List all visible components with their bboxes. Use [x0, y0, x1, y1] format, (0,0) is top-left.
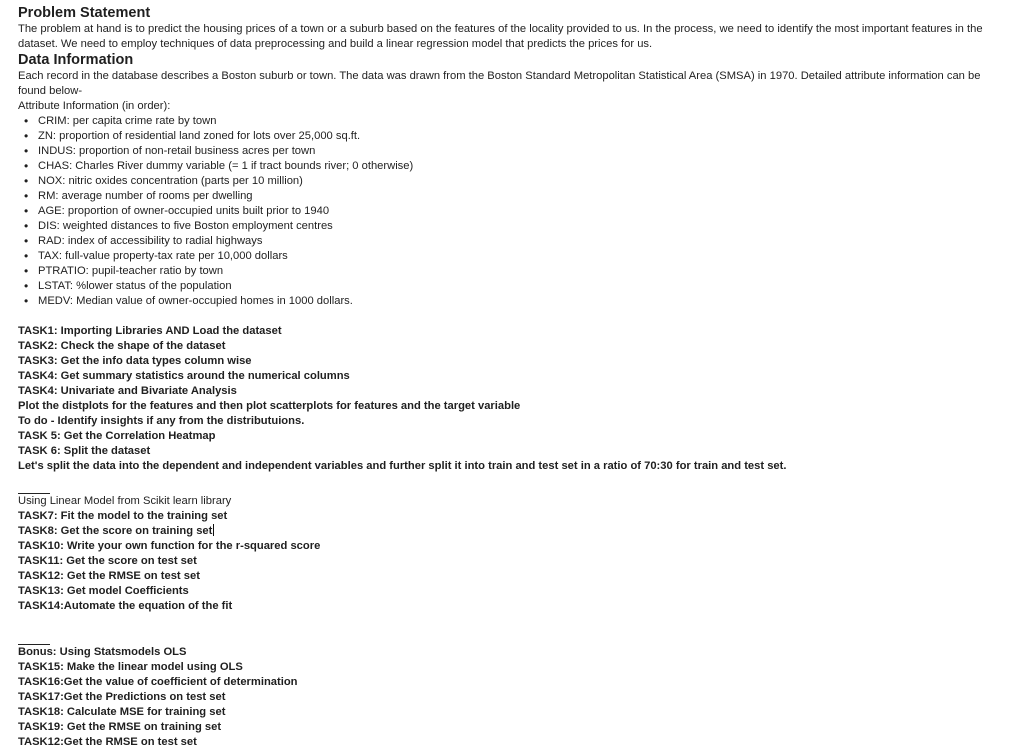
bullet-icon: •: [24, 249, 29, 263]
list-item: [24, 249, 1006, 264]
task-line: TASK4: Univariate and Bivariate Analysis: [18, 385, 237, 397]
bullet-icon: •: [24, 219, 29, 233]
list-item: [24, 114, 1006, 129]
task-line: Let's split the data into the dependent and independent variables and further split it into train and test set in a ratio of 70:30 for train and test set.: [18, 460, 787, 472]
task-line: TASK3: Get the info data types column wise: [18, 355, 252, 367]
task-text: TASK8: Get the score on training set: [18, 525, 213, 537]
task-line-with-cursor[interactable]: [18, 524, 1006, 539]
spacer: [18, 309, 1006, 324]
data-info-text: Each record in the database describes a Boston suburb or town. The data was drawn from the Boston Standard Metropolitan Statistical Area (SMSA) in 1970. Detailed attribute information can be found below-: [18, 70, 981, 97]
task-line: TASK10: Write your own function for the r-squared score: [18, 540, 321, 552]
bullet-icon: •: [24, 144, 29, 158]
task-line: TASK7: Fit the model to the training set: [18, 510, 228, 522]
bullet-icon: •: [24, 294, 29, 308]
task-line: TASK12: Get the RMSE on test set: [18, 570, 200, 582]
task-line: TASK16:Get the value of coefficient of determination: [18, 676, 298, 688]
task-line: TASK12:Get the RMSE on test set: [18, 736, 197, 748]
attribute-text: DIS: weighted distances to five Boston employment centres: [38, 220, 333, 232]
section-intro: Using Linear Model from Scikit learn library: [18, 495, 232, 507]
list-item: [24, 129, 1006, 144]
data-info-heading: Data Information: [18, 52, 134, 68]
attribute-text: AGE: proportion of owner-occupied units built prior to 1940: [38, 205, 330, 217]
list-item: [24, 234, 1006, 249]
task-line: TASK2: Check the shape of the dataset: [18, 340, 226, 352]
attribute-text: ZN: proportion of residential land zoned for lots over 25,000 sq.ft.: [38, 130, 361, 142]
attribute-text: TAX: full-value property-tax rate per 10,000 dollars: [38, 250, 288, 262]
task-line: TASK 5: Get the Correlation Heatmap: [18, 430, 216, 442]
list-item: [24, 189, 1006, 204]
attribute-text: MEDV: Median value of owner-occupied homes in 1000 dollars.: [38, 295, 353, 307]
attribute-list: [18, 114, 1006, 309]
list-item: [24, 264, 1006, 279]
task-line: TASK17:Get the Predictions on test set: [18, 691, 226, 703]
list-item: [24, 219, 1006, 234]
task-line: Plot the distplots for the features and then plot scatterplots for features and the target variable: [18, 400, 521, 412]
bullet-icon: •: [24, 264, 29, 278]
attribute-text: PTRATIO: pupil-teacher ratio by town: [38, 265, 224, 277]
attribute-intro: Attribute Information (in order):: [18, 100, 171, 112]
list-item: [24, 279, 1006, 294]
attribute-text: CRIM: per capita crime rate by town: [38, 115, 217, 127]
bullet-icon: •: [24, 189, 29, 203]
attribute-text: NOX: nitric oxides concentration (parts per 10 million): [38, 175, 303, 187]
bullet-icon: •: [24, 234, 29, 248]
list-item: [24, 159, 1006, 174]
task-line: TASK15: Make the linear model using OLS: [18, 661, 243, 673]
spacer: [18, 474, 1006, 493]
bullet-icon: •: [24, 204, 29, 218]
list-item: [24, 144, 1006, 159]
spacer: [18, 614, 1006, 644]
section-intro: Bonus: Using Statsmodels OLS: [18, 646, 187, 658]
task-line: TASK14:Automate the equation of the fit: [18, 600, 233, 612]
attribute-text: INDUS: proportion of non-retail business acres per town: [38, 145, 316, 157]
attribute-text: LSTAT: %lower status of the population: [38, 280, 232, 292]
list-item: [24, 174, 1006, 189]
bullet-icon: •: [24, 114, 29, 128]
task-line: TASK19: Get the RMSE on training set: [18, 721, 222, 733]
bullet-icon: •: [24, 129, 29, 143]
list-item: [24, 204, 1006, 219]
text-cursor: [213, 524, 214, 536]
problem-heading: Problem Statement: [18, 5, 151, 21]
bullet-icon: •: [24, 279, 29, 293]
attribute-text: CHAS: Charles River dummy variable (= 1 if tract bounds river; 0 otherwise): [38, 160, 414, 172]
task-line: TASK11: Get the score on test set: [18, 555, 197, 567]
problem-text: The problem at hand is to predict the housing prices of a town or a suburb based on the features of the locality provided to us. In the process, we need to identify the most important features in the dataset. We need to employ techniques of data preprocessing and build a linear regression model that predicts the prices for us.: [18, 23, 983, 50]
attribute-text: RM: average number of rooms per dwelling: [38, 190, 253, 202]
list-item: [24, 294, 1006, 309]
attribute-text: RAD: index of accessibility to radial highways: [38, 235, 263, 247]
bullet-icon: •: [24, 159, 29, 173]
bullet-icon: •: [24, 174, 29, 188]
task-line: To do - Identify insights if any from the distributuions.: [18, 415, 305, 427]
task-line: TASK13: Get model Coefficients: [18, 585, 189, 597]
task-line: TASK 6: Split the dataset: [18, 445, 151, 457]
task-line: TASK18: Calculate MSE for training set: [18, 706, 226, 718]
task-line: TASK1: Importing Libraries AND Load the dataset: [18, 325, 282, 337]
task-line: TASK4: Get summary statistics around the numerical columns: [18, 370, 350, 382]
